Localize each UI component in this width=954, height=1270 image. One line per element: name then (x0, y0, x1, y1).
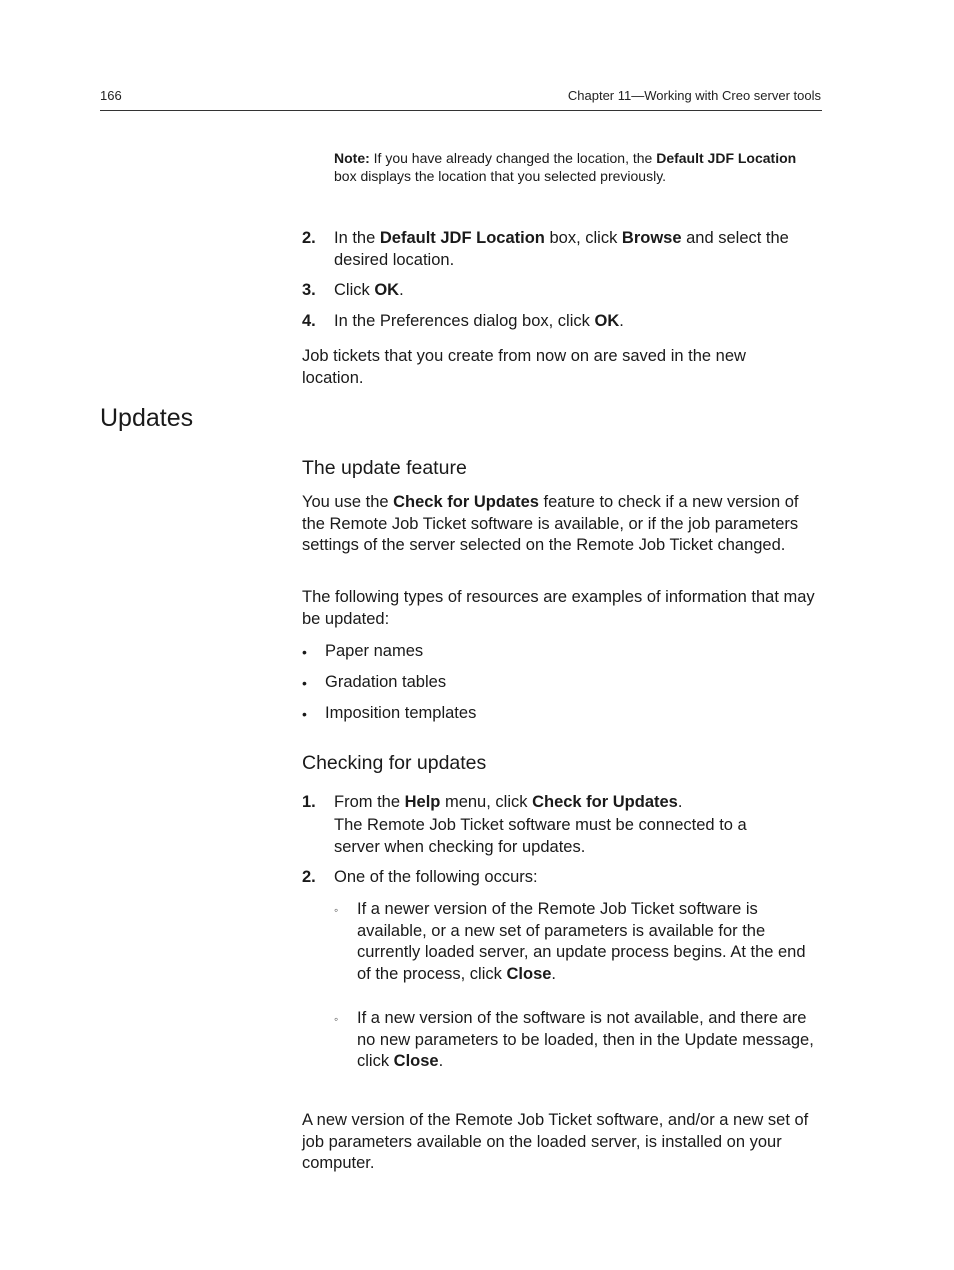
note-label: Note: (334, 150, 370, 166)
sub-list-item: If a newer version of the Remote Job Ticket software is available, or a new set of parameters is available for the currently loaded server, an update process begins. At the end of the process, click Close. (357, 900, 806, 983)
list-item: Imposition templates (325, 704, 477, 722)
step-number: 1. (302, 793, 316, 811)
section-title: Updates (100, 404, 194, 432)
paragraph: You use the Check for Updates feature to check if a new version of the Remote Job Ticket software is available, or if the job parameters settings of the server selected on the Remote Job Ticket changed. (302, 493, 799, 554)
paragraph: A new version of the Remote Job Ticket software, and/or a new set of job parameters available on the loaded server, is installed on your computer. (302, 1111, 809, 1172)
step-text: In the Default JDF Location box, click Browse and select the desired location. (334, 229, 789, 269)
step-number: 4. (302, 312, 316, 330)
list-item: Gradation tables (325, 673, 447, 691)
step-number: 2. (302, 229, 316, 247)
step-text: From the Help menu, click Check for Updates. (334, 793, 683, 811)
step-text: In the Preferences dialog box, click OK. (334, 312, 624, 330)
subsection-title: The update feature (302, 457, 467, 479)
bullet-glyph: • (302, 706, 307, 722)
sub-list-item: If a new version of the software is not available, and there are no new parameters to be loaded, then in the Update message, click Close. (357, 1009, 814, 1070)
header-rule (100, 110, 822, 111)
note-bold: Default JDF Location (656, 150, 797, 166)
paragraph: The following types of resources are examples of information that may be updated: (302, 588, 815, 628)
chapter-title: Chapter 11—Working with Creo server tools (567, 88, 821, 103)
note-text: If you have already changed the location, the (369, 150, 657, 166)
bullet-glyph: • (302, 675, 307, 691)
step-text: Click OK. (334, 281, 404, 299)
paragraph: Job tickets that you create from now on are saved in the new location. (302, 347, 746, 387)
bullet-glyph: • (302, 644, 307, 660)
page-number: 166 (100, 88, 122, 103)
step-text: One of the following occurs: (334, 868, 538, 886)
list-item: Paper names (325, 642, 424, 660)
circle-bullet-glyph: ◦ (334, 903, 339, 917)
circle-bullet-glyph: ◦ (334, 1012, 339, 1026)
step-subtext: The Remote Job Ticket software must be connected to a server when checking for updates. (334, 816, 747, 856)
note-block (334, 149, 804, 185)
subsection-title: Checking for updates (302, 752, 487, 774)
note-text-end: box displays the location that you selected previously. (334, 168, 667, 184)
step-number: 2. (302, 868, 316, 886)
step-number: 3. (302, 281, 316, 299)
